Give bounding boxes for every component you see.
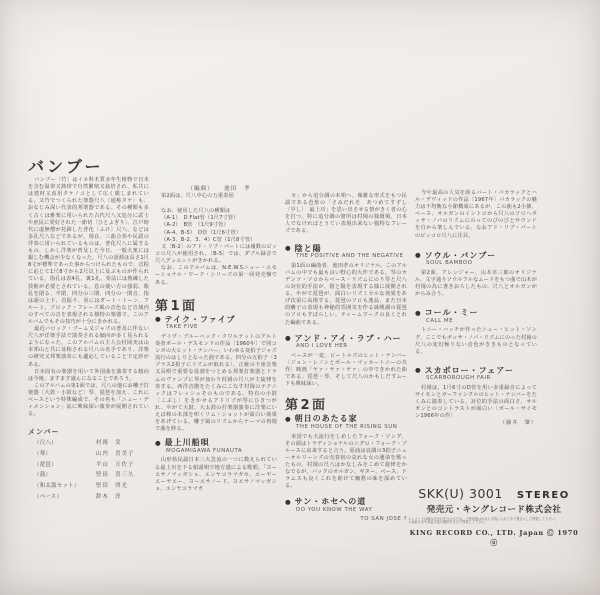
- side1-heading: 第1面: [155, 298, 198, 314]
- member-role: （琴）: [34, 451, 52, 458]
- track-in-yo: [285, 245, 407, 327]
- track-title-ja: アンド・アイ・ラブ・ハー: [294, 333, 402, 343]
- track-call-me: [415, 309, 537, 356]
- member-role: （琵琶）: [34, 461, 57, 468]
- member-role: （鼓）: [34, 472, 52, 479]
- track-title: [415, 309, 537, 316]
- track-notes: 米国でも大流行をしめしたフォーク・ソング、その源はトラディショナルのニグロ・フォーク・ブルースに由来すると言う。原曲は哀調の3拍子ニューオルリーンズの売春宿の哀れな女の運命を歌ったもの。村岡の尺八はかなしみをこめて旋律をかなでるが、バックのオルガン、ギター、ベース、ドラムスも良くこれを助けて幽愁の味を深めている。: [285, 433, 407, 490]
- track-notes: ベースが一変、ビートルズのヒット・ナンバー〔ジョン・レノンとポール・マッカートニーの共作〕映画「ヤァ・ヤァ・ヤァ」の中できかれた曲である。琵琶・琴、そして尺八のかもしだすムードも興味深い。: [285, 352, 407, 388]
- track-title: [285, 498, 407, 505]
- track-notes: 村岡は、1尺6寸のD管を用い多重録音によってサイモンとガーファンクルのヒット・ナンバーをたくみに演奏している。対位的手法の面白さ、オルガンとのコントラストが面白い〔ポール・サイモン1966年の作〕: [415, 384, 537, 420]
- fine-print-line: ＊レコードは傷みや汚れをさけるため、ご使用後はかならず袋に入れてタテ置きにして保管して下さい。: [408, 516, 558, 521]
- usage-line: （A-3、B-2、3、4）C管（1尺8寸管）: [161, 236, 256, 243]
- copyright-year: Ⓒ 1970 ⓤ: [490, 529, 579, 548]
- track-title-en: SOUL BAMBOO: [426, 260, 473, 267]
- member-role: （ベース）: [34, 493, 63, 500]
- member-row: [34, 472, 149, 479]
- bullet-icon: ●: [285, 414, 292, 423]
- track-title: [415, 252, 537, 259]
- track-title: [285, 335, 407, 342]
- usage-line: （A-1） D Flat管（1尺7寸管）: [161, 215, 239, 222]
- track-mogamigawa: [155, 439, 277, 493]
- track-notes: トニー・ハッチが作ったニュー・ヒット・ソング、ここでもボッサ・ノバ・リズムにのった村岡の尺八の変幻極りない音色がききものとなっている。: [415, 327, 537, 355]
- bullet-icon: ●: [285, 243, 292, 252]
- company-name-en: KING RECORD CO., LTD. Japan: [409, 529, 544, 538]
- track-san-jose: [285, 498, 407, 523]
- series-note: なお、このアルバムは、N.E.W.Sニュー・エモーショナル・ワーク・シリーズの第一回発売盤である。: [155, 265, 277, 286]
- member-name: 鈴木 淳: [96, 493, 122, 500]
- footer-block: [408, 486, 580, 547]
- intro-paragraph-3: 日本固有の楽器を用いて外国曲を演奏する傾向は今後、ますます盛んになることであろう。: [28, 368, 149, 382]
- page-title: バンブー: [28, 157, 104, 176]
- member-row: [34, 451, 149, 458]
- track-title: [285, 245, 407, 252]
- catalog-row: [408, 486, 580, 501]
- members-list: [28, 429, 149, 501]
- track-title-en: TAKE FIVE: [166, 324, 198, 331]
- track-title-en: TO SAN JOSE ?: [360, 516, 407, 523]
- bullet-icon: ●: [155, 438, 162, 447]
- track-and-i-love-her: [285, 335, 407, 389]
- track-title: [415, 367, 537, 374]
- track-title-en: CALL ME: [426, 317, 454, 324]
- bullet-icon: ●: [285, 333, 292, 342]
- company-english-label: [408, 527, 580, 547]
- usage-line: （A-4、B-5） D管（1尺6寸管）: [161, 229, 242, 236]
- publisher-label: 発売元・キングレコード株式会社: [426, 505, 562, 515]
- track-notes-continued: セ」から追分調の本唄へ。複雑な形式をもつ民謡である芭蕉の「さみだれを あつめてすずし〔早し〕 最上川」を思い出させる情がきく者の心を打つ。特に追分調の箇所は村岡の独壇場、日本人でなければとうてい表現出来ない独特なフレーズである。: [285, 193, 407, 235]
- member-row: [34, 483, 149, 490]
- members-heading: メンバー: [28, 428, 60, 437]
- column-side2: [415, 190, 537, 428]
- bullet-icon: ●: [415, 250, 422, 259]
- usage-intro: なお、使用した尺八の種類は: [161, 208, 231, 215]
- usage-note: 又〔B-2〕のアド・リブ・パートには複数のピッコロ尺八が使用され、〔B-5〕では、ダブル録音で尺八デュエットがきかれる。: [155, 244, 277, 265]
- member-role: （尺八）: [34, 440, 57, 447]
- intro-paragraph-4: このアルバムの第1面では、尺八の他にお囃子打楽器〔大鼓・小鼓など〕琴、琵琶を加え、これにベースという特殊編成で、その名も「ニュー・ディメンション」誌に興味深い演奏が展開されている。: [28, 382, 149, 418]
- track-title-ja: 最上川船唄: [164, 438, 210, 448]
- track-notes-continued: 今や最高の人気を誇るバート・バカラックとハル・デヴィッドの作品〔1967年〕バカラックの魅力は不均衡な小節構成にあるが、この曲も2小節、ベース、オルガンのイントロから尺八のソロへボッサ・ノバのリズムにのってのびのびとサウンドを自から楽しんでいる。なおアド・リブ・パートのピッコロ尺八に注目。: [415, 190, 537, 239]
- member-name: 村岡 実: [96, 440, 122, 447]
- track-title-ja: サン・ホセへの道: [294, 497, 367, 507]
- track-take-five: [155, 316, 277, 434]
- bullet-icon: ●: [415, 308, 422, 317]
- column-side1: [155, 186, 277, 493]
- member-name: 平山 万佐子: [96, 461, 135, 468]
- track-scarborough: [415, 367, 537, 428]
- arranger-credit: （編曲） 池田 孝: [187, 186, 251, 192]
- track-title-en: THE HOUSE OF THE RISING SUN: [296, 423, 398, 430]
- member-row: [34, 494, 149, 501]
- track-notes: 第1面の編曲者、池田孝のオリジナル。このアルバムの中でも最も良い野心的大作である。琴のカデンツ・ソロからベース・リズムにのり琴と尺八の対位的手法が、陰と陽を表現する様に展開される。やがて琵琶が、面白いリズミカルな効果をあげ次第に高揚する。琵琶のソロも逸品、また日本的囃子の表現も神秘的雰囲気を作る詠嘆調の琵琶のソロもすばらしい。ティームワークの良くとれた編曲である。: [285, 262, 407, 326]
- track-title-ja: ソウル・バンブー: [424, 250, 497, 260]
- stereo-label: STEREO: [516, 490, 570, 501]
- track-title-en: SCARBOROUGH FAIR: [426, 375, 491, 382]
- track-title-en: DO YOU KNOW THE WAY: [296, 506, 373, 513]
- member-role: （和太鼓セット）: [34, 483, 80, 490]
- track-notes: 山形県民謡日本三大急流の一つに数えられている最上川を下る船頭唄で地方訛による歌唱、「ヨーエサノマッガショ、エンヤコラマガセ、エーヤーエーヤエー、ヨーエサノード、ヨエサノマッガショ、エンヤコラマガ: [155, 457, 277, 492]
- track-title: [155, 316, 277, 323]
- track-rising-sun: [285, 415, 407, 490]
- track-title-ja: 陰と陽: [294, 243, 322, 253]
- intro-paragraph-2: 最近バロック・ブーム又ジャズの普及に伴ない尺八が洋楽手法で演奏される傾向が多く見られるようになった。このアルバムの主人公村岡実は山本邦山と共に並称される尺八の名手であり、洋楽の研究又邦楽演奏にも適応していることで定評がある。: [28, 326, 149, 368]
- track-title: [285, 415, 407, 422]
- track-title-ja: コール・ミー: [424, 308, 479, 318]
- column-intro: [28, 157, 149, 505]
- side2-heading: 第2面: [285, 398, 328, 414]
- column-side1b: [285, 193, 407, 526]
- track-soul-bamboo: [415, 252, 537, 299]
- member-name: 山内 喜美子: [96, 451, 135, 458]
- shakuhachi-usage: [155, 208, 277, 265]
- intro-paragraph-1: バンブー〔竹〕はイネ科木質多年生植物で日本を含む温帯又熱帯で自然繁殖又栽培され、私共には建材又食用タケノコとして広く親しまれている。又竹でつくられた楽器尺八〔通称タケ〕も、おなじみ深い代表的邦楽器である。その種類も多く古くは雅楽に用いられた古代尺八又追分に武士や庶民に愛好された一節切〔ひとよぎり〕、江戸時代に虚無僧が托鉢した普化〔ふけ〕尺八、などは多孔尺八などであるが、現在、三曲合奏や民謡の伴奏に用いられているものは、普化尺八に属するもの、しかし洋楽が普及した今日、一般大衆には親しむ機会が少なくなった。尺八の語源は長さ1尺8寸が標準であった事からつけられたもので、音程に応じて1尺8寸から2尺以上に及ぶものが作られている。指孔は表4孔、裏1孔、奏法には熟練した技術が必要とされている。息の使い方の強弱、歌孔を閉る、半閉、四分の三閉、四分の一閉音、指は頭の上下、首振り、更にはダート・トーン、フルート、ブロック・フレーズ風の音色など音域内のすべての音を表現される独特の楽器で、このアルバムでもその技巧が十分にきかれる。: [28, 177, 149, 325]
- member-name: 堅田 啓光: [96, 483, 128, 490]
- track-title-ja: 朝日のあたる家: [294, 414, 358, 424]
- fine-print-line: ＊直射日光や高温多湿の場所をさけて保管して下さい。: [408, 520, 488, 525]
- track-title-ja: テイク・ファイブ: [164, 314, 236, 324]
- track-title-en: THE POSITIVE AND THE NEGATIVE: [296, 253, 404, 260]
- track-title-ja: スカボロー・フェアー: [424, 365, 515, 375]
- bullet-icon: ●: [415, 366, 422, 375]
- track-notes: 第2面、アレンジャー、山木幸三郎のオリジナル、文字通りソウルフルなムードをもつ曲で山木が村岡の為に書きおろしたもの。尺八とオルガンがからみ合う。: [415, 269, 537, 298]
- liner-notes-author: （藤井 肇）: [499, 420, 537, 427]
- track-title: [155, 439, 277, 446]
- fine-print: [408, 518, 580, 526]
- bullet-icon: ●: [155, 315, 162, 324]
- member-name: 堅田 喜三久: [96, 472, 135, 479]
- member-row: [34, 440, 149, 447]
- usage-line: （A-2） B管 （1尺9寸管）: [161, 222, 229, 229]
- track-title-en: AND I LOVE HER: [296, 343, 348, 350]
- member-row: [34, 462, 149, 469]
- bullet-icon: ●: [285, 497, 292, 506]
- arrangement-note: 第2面は、尺八中心の五重奏団: [161, 193, 234, 200]
- track-title-en: MOGAMIGAWA FUNAUTA: [166, 447, 243, 454]
- catalog-number: SKK(U) 3001: [418, 486, 503, 501]
- track-notes: デイヴ・ブルーベック・クワルテットのアルト奏者ポール・デスモンドの作品〔1960年〕で同コンボの大ヒット・ナンバー、いわゆる変拍子ジャズ流行のはしりとなった曲である。四分の五拍子〔3プラス2拍子にリズムが取れる〕、正統の下座音楽又長唄で重要な役割をつとめる邦楽打楽器とドラムのヴァンプに琴が加わり村岡の尺八が主旋律を奏する。西洋音階をたくみにこなす村岡のテクニックはフレッシュそのものである。特有の小鼓〔こぶし〕をきかせるアドリブが琴にひきつがれ、やがて大鼓、大太鼓の打楽器演奏に洋楽にいえば棒の木部を叩くリム・ショットが面白い効果をあげている。囃子風のリズムからテーマの再現で曲を終る。: [155, 333, 277, 433]
